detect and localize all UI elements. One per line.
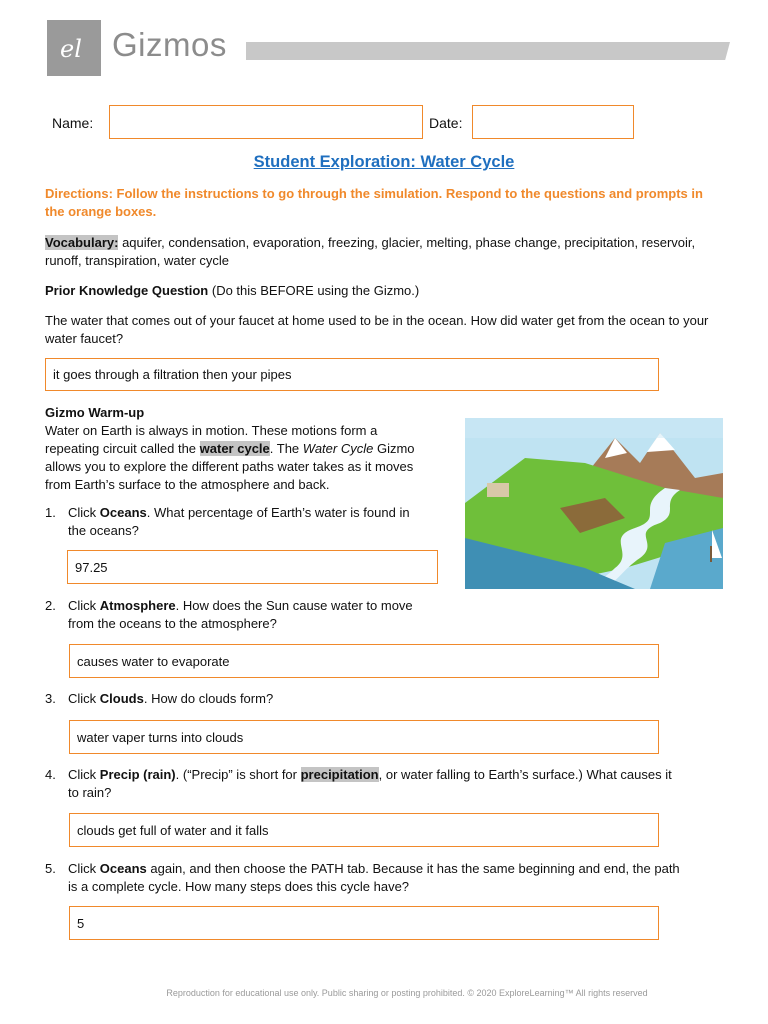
question-2-number: 2.	[45, 598, 56, 613]
q2-button-name: Atmosphere	[99, 598, 176, 613]
warmup-line-2b: . The	[269, 441, 303, 456]
q2-pre: Click	[68, 598, 100, 613]
prior-knowledge-heading: Prior Knowledge Question	[45, 283, 209, 298]
q1-button-name: Oceans	[99, 505, 147, 520]
water-cycle-term: water cycle	[199, 441, 270, 456]
el-logo-icon	[47, 20, 101, 76]
q1-line2: the oceans?	[68, 523, 139, 538]
q4-button-name: Precip (rain)	[99, 767, 176, 782]
warmup-line-1: Water on Earth is always in motion. These motions form a	[45, 423, 378, 438]
gizmo-name: Water Cycle	[302, 441, 374, 456]
date-label: Date:	[429, 115, 463, 131]
question-3-number: 3.	[45, 691, 56, 706]
name-label: Name:	[52, 115, 94, 131]
question-1-text	[68, 504, 410, 540]
question-3-answer: water vaper turns into clouds	[77, 729, 244, 745]
footer-copyright: Reproduction for educational use only. Public sharing or posting prohibited. © 2020 ExploreLearning™ All rights reserved	[166, 988, 648, 998]
question-4-answer-box[interactable]	[69, 813, 659, 847]
question-2-answer-box[interactable]	[69, 644, 659, 678]
question-3	[45, 690, 705, 708]
prior-knowledge-question: The water that comes out of your faucet at home used to be in the ocean. How did water get from the ocean to your water faucet?	[45, 313, 709, 346]
q5-button-name: Oceans	[99, 861, 147, 876]
vocabulary-label: Vocabulary:	[45, 235, 119, 250]
date-field[interactable]	[472, 105, 634, 139]
question-1	[45, 504, 465, 540]
question-5-answer: 5	[77, 915, 85, 931]
question-4	[45, 766, 745, 802]
question-1-answer-box[interactable]	[67, 550, 438, 584]
water-cycle-illustration	[465, 418, 723, 589]
q5-line2: is a complete cycle. How many steps does this cycle have?	[68, 879, 410, 894]
prior-knowledge-answer: it goes through a filtration then your pipes	[53, 367, 292, 382]
warmup-line-4: from Earth’s surface to the atmosphere and back.	[45, 477, 330, 492]
page-title: Student Exploration: Water Cycle	[253, 153, 515, 171]
question-5	[45, 860, 745, 896]
q4-post2: , or water falling to Earth’s surface.) What causes it	[378, 767, 672, 782]
warmup-line-2c: Gizmo	[373, 441, 415, 456]
question-1-answer: 97.25	[75, 559, 108, 575]
question-1-number: 1.	[45, 505, 56, 520]
q2-line2: from the oceans to the atmosphere?	[68, 616, 277, 631]
question-5-number: 5.	[45, 861, 56, 876]
warmup-heading: Gizmo Warm-up	[45, 405, 145, 420]
q2-post: . How does the Sun cause water to move	[175, 598, 413, 613]
warmup-paragraph	[45, 404, 445, 494]
q5-post: again, and then choose the PATH tab. Because it has the same beginning and end, the path	[146, 861, 680, 876]
question-5-text	[68, 860, 748, 896]
warmup-line-2a: repeating circuit called the	[45, 441, 200, 456]
q5-pre: Click	[68, 861, 100, 876]
brand-name: Gizmos	[112, 26, 227, 63]
gizmos-logo	[47, 20, 101, 76]
question-4-text	[68, 766, 748, 802]
precipitation-term: precipitation	[300, 767, 379, 782]
landscape-image	[465, 418, 723, 589]
prior-knowledge-note: (Do this BEFORE using the Gizmo.)	[208, 283, 420, 298]
question-4-number: 4.	[45, 767, 56, 782]
warmup-line-3: allows you to explore the different paths water takes as it moves	[45, 459, 414, 474]
question-4-answer: clouds get full of water and it falls	[77, 822, 269, 838]
q1-post: . What percentage of Earth’s water is found in	[146, 505, 410, 520]
directions-text: Directions: Follow the instructions to go through the simulation. Respond to the questions and prompts in the orange boxes.	[45, 186, 703, 219]
question-2	[45, 597, 465, 633]
q3-button-name: Clouds	[99, 691, 144, 706]
q3-pre: Click	[68, 691, 100, 706]
vocabulary-paragraph	[45, 234, 725, 270]
question-5-answer-box[interactable]	[69, 906, 659, 940]
prior-knowledge-heading-line	[45, 282, 725, 300]
vocabulary-terms: aquifer, condensation, evaporation, freezing, glacier, melting, phase change, precipitation, reservoir, runoff, transpiration, water cycle	[45, 235, 696, 268]
question-3-text	[68, 690, 273, 708]
q3-post: . How do clouds form?	[143, 691, 274, 706]
prior-knowledge-answer-box[interactable]	[45, 358, 659, 391]
header-bar	[246, 42, 730, 60]
question-2-text	[68, 597, 413, 633]
q1-pre: Click	[68, 505, 100, 520]
question-3-answer-box[interactable]	[69, 720, 659, 754]
svg-text:el: el	[60, 35, 82, 63]
name-field[interactable]	[109, 105, 423, 139]
q4-post: . (“Precip” is short for	[175, 767, 301, 782]
q4-line2: to rain?	[68, 785, 112, 800]
q4-pre: Click	[68, 767, 100, 782]
question-2-answer: causes water to evaporate	[77, 653, 230, 669]
